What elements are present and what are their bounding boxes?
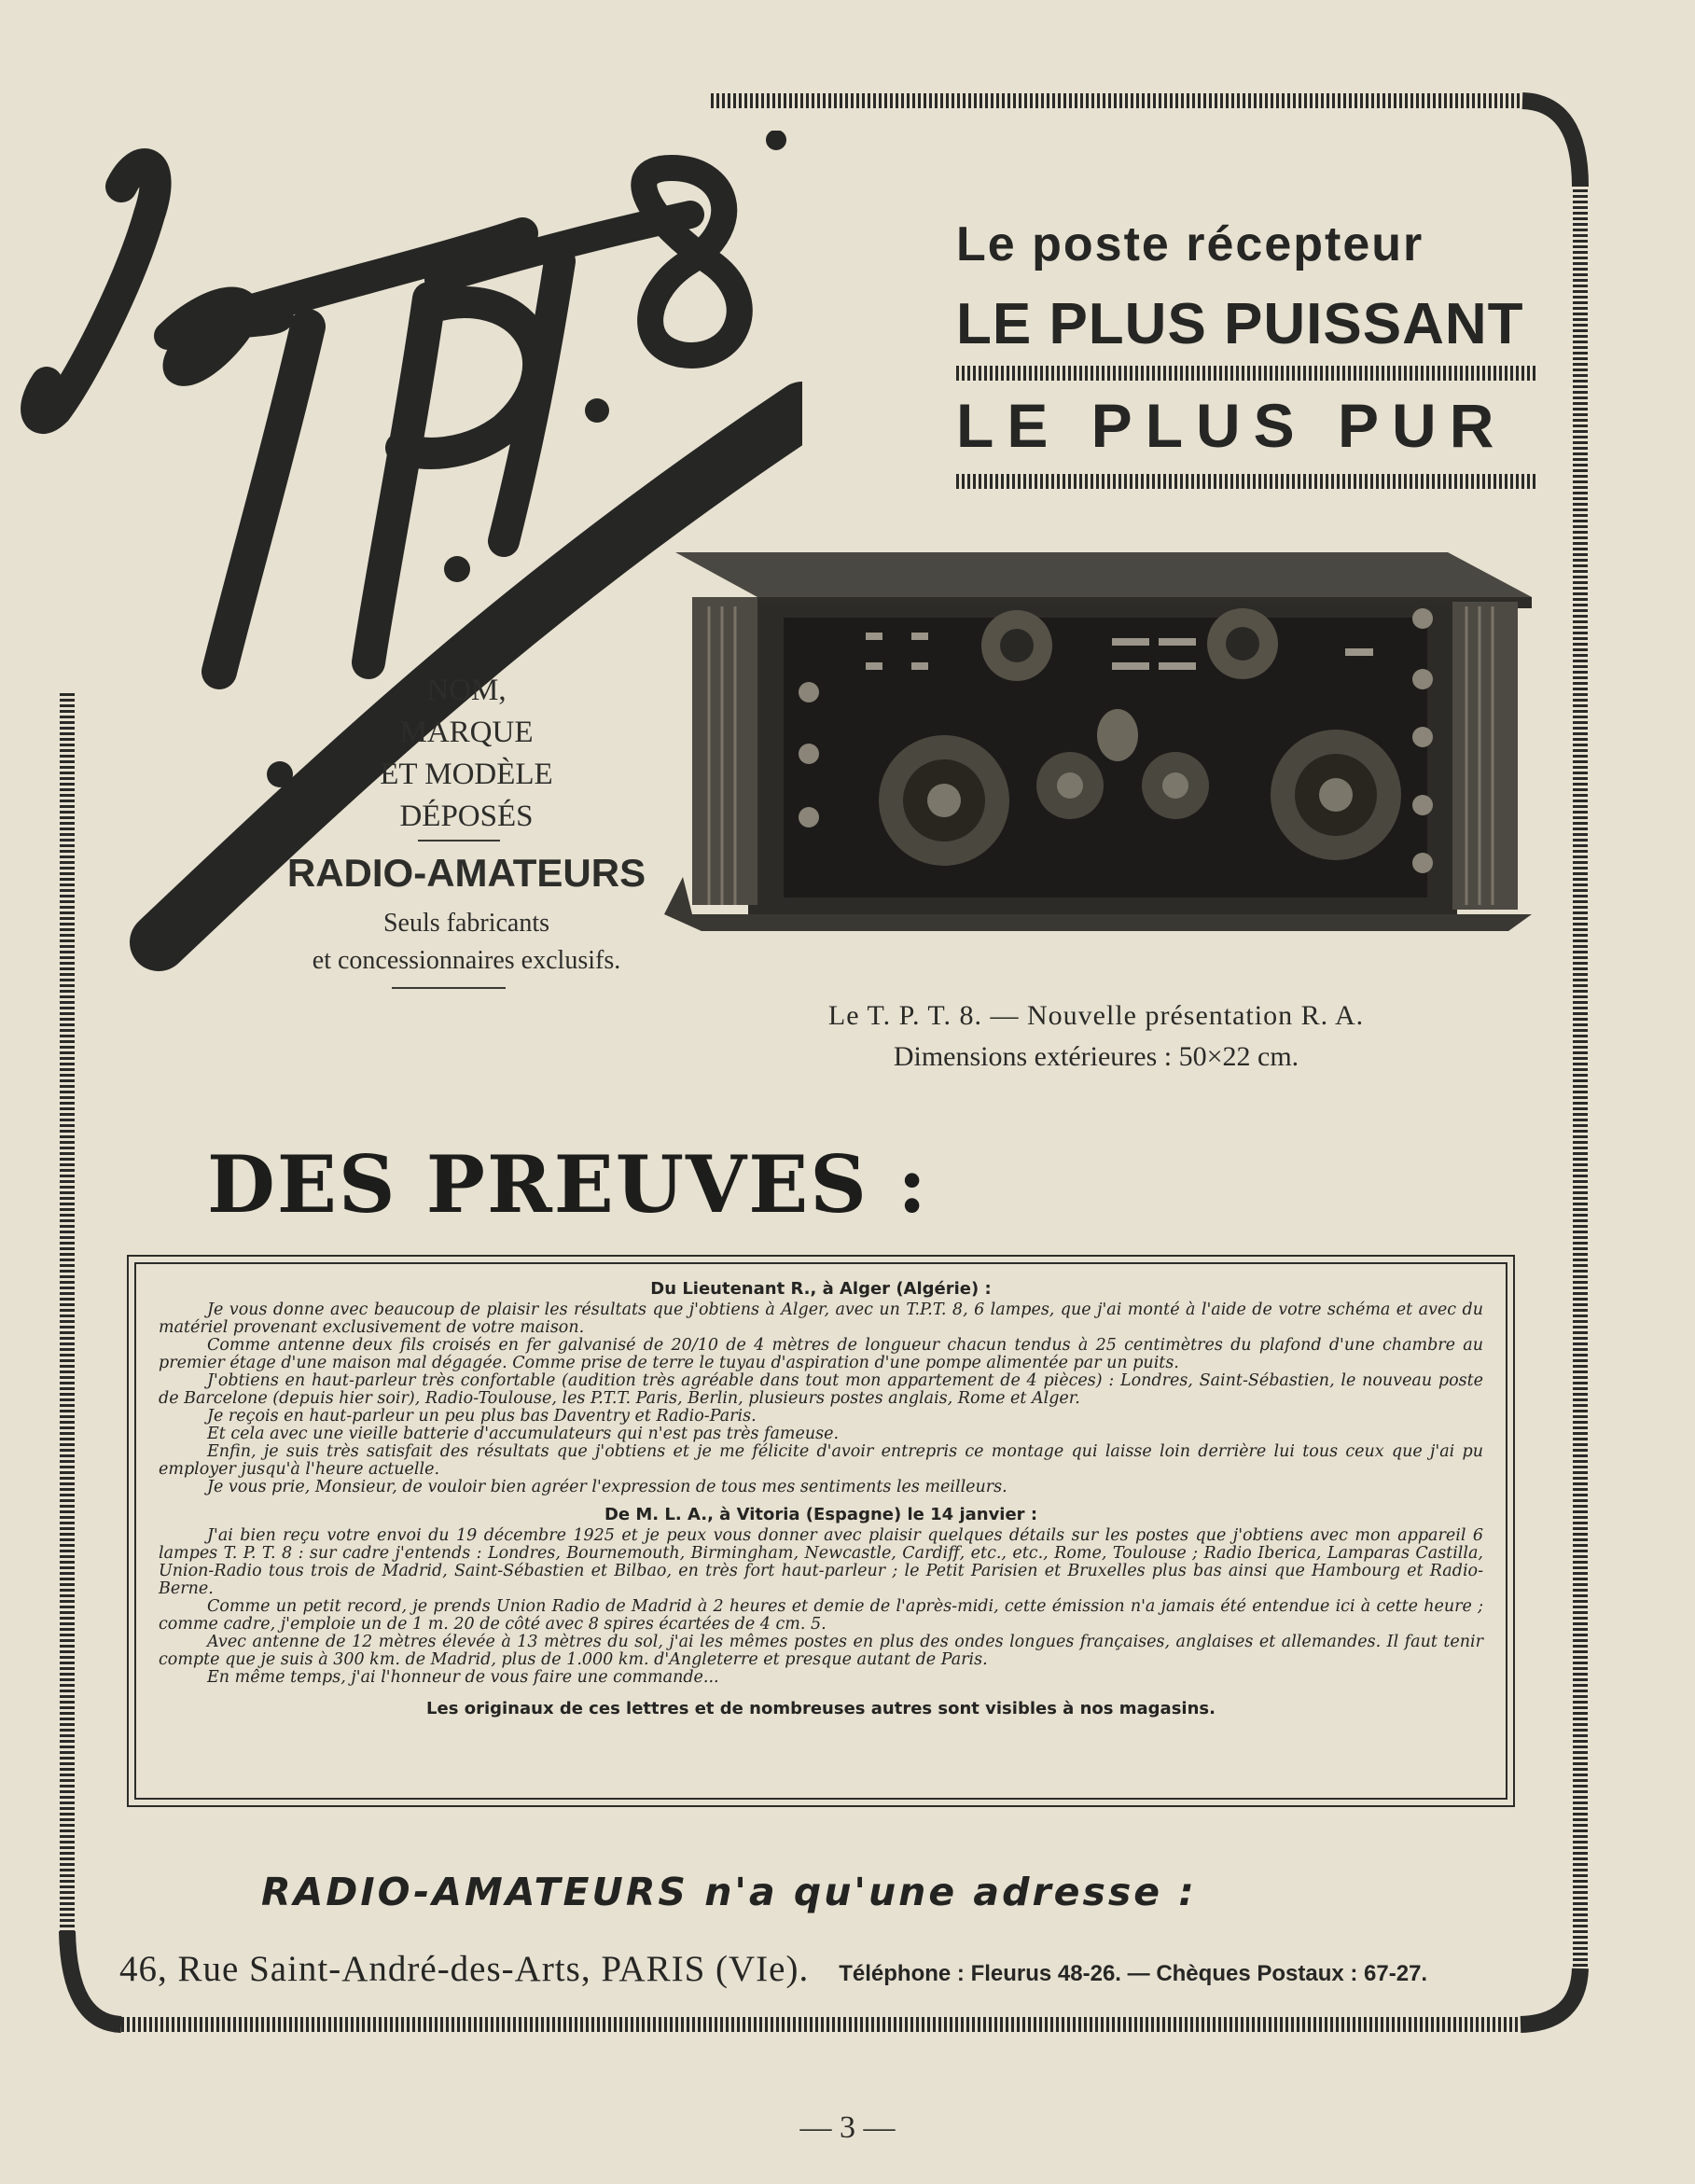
brand-subtitle-line-2: et concessionnaires exclusifs. (312, 946, 621, 975)
headline-line-2: LE PLUS PUISSANT (956, 292, 1524, 356)
contact-info: Téléphone : Fleurus 48-26. — Chèques Postaux : 67-27. (839, 1961, 1428, 1986)
address-line (119, 1948, 1519, 1990)
trademark-notice (271, 670, 662, 838)
street-address: 46, Rue Saint-André-des-Arts, PARIS (VIe). (119, 1949, 810, 1989)
letter-2-paragraph: Comme un petit record, je prends Union Radio de Madrid à 2 heures et demie de l'après-midi, cette émission n'a jamais été entendue ici à cette heure ; comme cadre, j'emploie un de 1 m. 20 de côté avec 8 spires écartées de 4 cm. 5. (159, 1597, 1483, 1634)
letter-1-paragraph: Je vous donne avec beaucoup de plaisir les résultats que j'obtiens à Alger, avec un T.P.T. 8, 6 lampes, que j'ai monté à l'aide de votre schéma et avec du matériel provenant exclusivement de votre maison. (159, 1301, 1483, 1337)
letter-1-paragraph: Et cela avec une vieille batterie d'accumulateurs qui n'est pas très fameuse. (207, 1425, 840, 1443)
section-title: DES PREUVES : (207, 1138, 929, 1231)
letter-1-paragraph: Je reçois en haut-parleur un peu plus bas Daventry et Radio-Paris. (207, 1407, 757, 1426)
radio-receiver-image (664, 541, 1541, 980)
page-number: — 3 — (799, 2110, 896, 2145)
headline-rule-2 (956, 474, 1536, 489)
letter-2-paragraph: J'ai bien reçu votre envoi du 19 décembre 1925 et je peux vous donner avec plaisir quelques détails sur les postes que j'obtiens avec mon appareil 6 lampes T. P. T. 8 : sur cadre j'entends : Londres, Bournemouth, Birmingham, Newcastle, Cardiff, etc., etc., Rome, Toulouse ; Radio Iberica, Lamparas Castilla, Union-Radio tous trois de Madrid, Saint-Sébastien et Bilbao, en très fort haut-parleur ; le Petit Parisien et Bruxelles plus bas ainsi que Hambourg et Radio-Berne. (159, 1526, 1483, 1598)
image-caption-line-1: Le T. P. T. 8. — Nouvelle présentation R. A. (827, 1000, 1365, 1031)
brand-subtitle-line-1: Seuls fabricants (382, 909, 550, 938)
letter-2-sender: De M. L. A., à Vitoria (Espagne) le 14 janvier : (604, 1505, 1038, 1524)
letter-1-paragraph: J'obtiens en haut-parleur très confortable (audition très agréable dans tout mon appartement de 4 pièces) : Londres, Saint-Sébastien, le nouveau poste de Barcelone (depuis hier soir), Radio-Toulouse, les P.T.T. Paris, Berlin, plusieurs postes anglais, Rome et Alger. (159, 1371, 1483, 1408)
trademark-line-2: MARQUE (399, 716, 534, 749)
letter-1-paragraph: Comme antenne deux fils croisés en fer galvanisé de 20/10 de 4 mètres de longueur chacun tendus à 25 centimètres du plafond d'une chambre au premier étage d'une maison mal dégagée. Comme prise de terre le tuyau d'aspiration d'une pompe alimentée par un puits. (159, 1336, 1483, 1372)
letter-2-paragraph: Avec antenne de 12 mètres élevée à 13 mètres du sol, j'ai les mêmes postes en plus des ondes longues françaises, anglaises et allemandes. Il faut tenir compte que je suis à 300 km. de Madrid, plus de 1.000 km. d'Angleterre et presque autant de Paris. (159, 1633, 1483, 1669)
brand-name: RADIO-AMATEURS (286, 851, 646, 895)
letters-footer-note: Les originaux de ces lettres et de nombreuses autres sont visibles à nos magasins. (426, 1699, 1216, 1718)
trademark-line-4: DÉPOSÉS (399, 800, 534, 833)
headline-line-1: Le poste récepteur (956, 217, 1424, 271)
testimonial-letters (159, 1280, 1483, 1718)
letter-1-paragraph: Enfin, je suis très satisfait des résultats que j'obtiens et je me félicite d'avoir entrepris ce montage qui laisse loin derrière lui tous ceux que j'ai pu employer jusqu'à l'heure actuelle. (159, 1442, 1483, 1479)
letter-1-paragraph: Je vous prie, Monsieur, de vouloir bien agréer l'expression de tous mes sentiments les meilleurs. (207, 1478, 1007, 1496)
image-caption-line-2: Dimensions extérieures : 50×22 cm. (893, 1041, 1299, 1072)
headline-line-3: LE PLUS PUR (956, 391, 1507, 460)
trademark-line-1: NOM, (426, 674, 507, 707)
letter-1-sender: Du Lieutenant R., à Alger (Algérie) : (650, 1279, 992, 1299)
trademark-divider (418, 840, 500, 842)
trademark-line-3: ET MODÈLE (380, 758, 553, 791)
brand-subtitle (271, 905, 662, 980)
headline-rule-1 (956, 366, 1536, 381)
letter-2-paragraph: En même temps, j'ai l'honneur de vous faire une commande... (207, 1668, 719, 1687)
address-heading: RADIO-AMATEURS n'a qu'une adresse : (261, 1870, 1197, 1914)
brand-divider (392, 987, 506, 989)
